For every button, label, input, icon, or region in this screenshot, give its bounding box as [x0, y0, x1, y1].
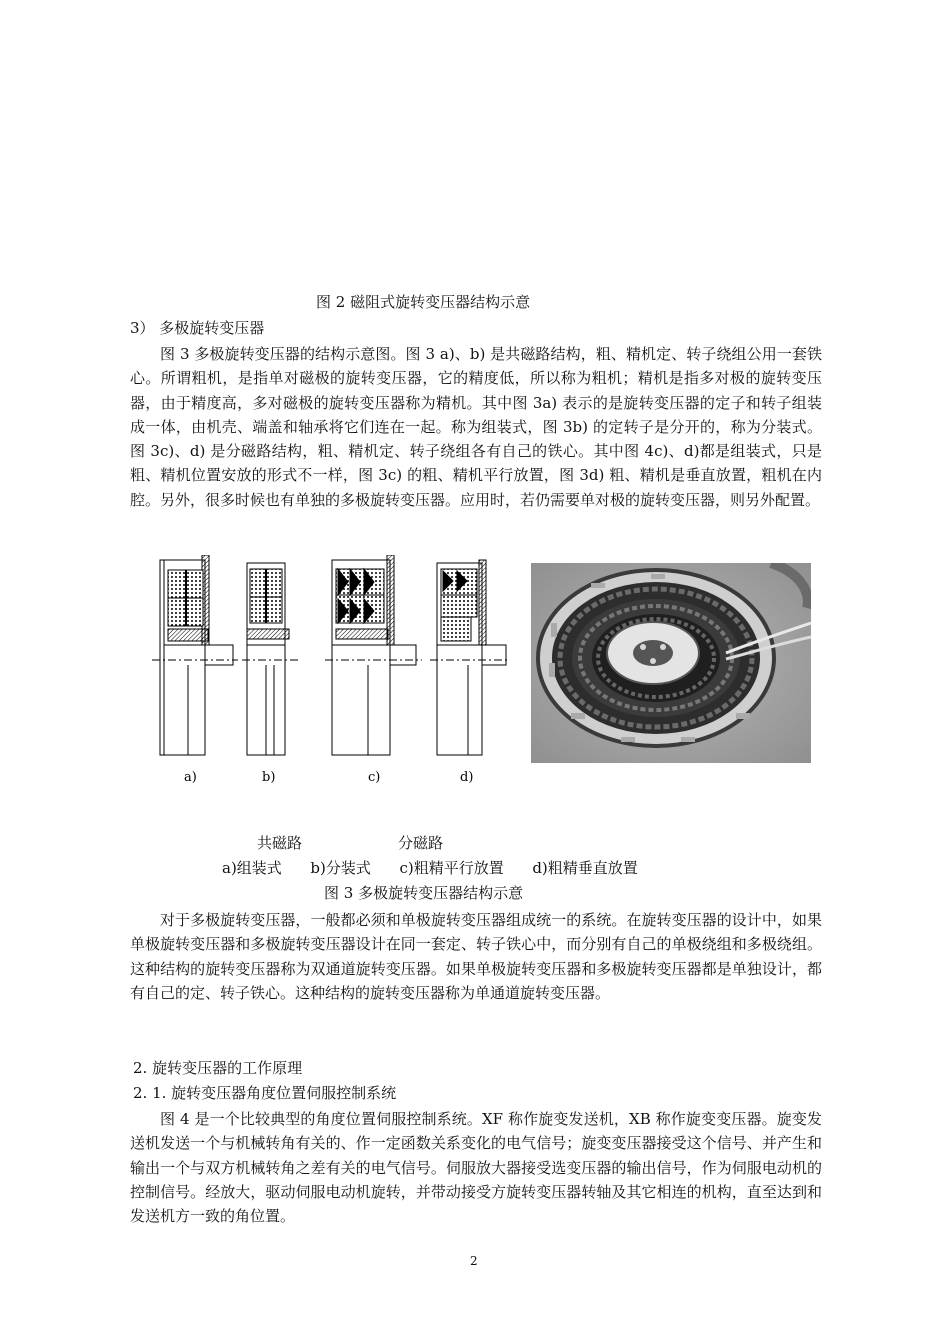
page-number: 2	[470, 1254, 478, 1268]
sub-label-a: a)	[184, 770, 197, 785]
paragraph-single-dual-channel: 对于多极旋转变压器，一般都必须和单极旋转变压器组成统一的系统。在旋转变压器的设计中，如果单极旋转变压器和多极旋转变压器设计在同一套定、转子铁心中，而分别有自己的单极绕组和多极绕组。这种结构的旋转变压器称为双通道旋转变压器。如果单极旋转变压器和多极旋转变压器都是单独设计，都有自己的定、转子铁心。这种结构的旋转变压器称为单通道旋转变压器。	[130, 911, 822, 1002]
sub-label-b: b)	[262, 770, 276, 785]
section-heading-multipole: 3） 多极旋转变压器	[130, 319, 265, 337]
subsection-heading-servo-system: 2. 1. 旋转变压器角度位置伺服控制系统	[133, 1084, 397, 1102]
drawing-c	[325, 555, 422, 755]
figure-3-group-common: 共磁路	[257, 834, 303, 852]
paragraph-servo-system: 图 4 是一个比较典型的角度位置伺服控制系统。XF 称作旋变发送机，XB 称作旋变变压器。旋变发送机发送一个与机械转角有关的、作一定函数关系变化的电气信号；旋变变压器接受这个信号、并产生和输出一个与双方机械转角之差有关的电气信号。伺服放大器接受选变压器的输出信号，作为伺服电动机的控制信号。经放大，驱动伺服电动机旋转，并带动接受方旋转变压器转轴及其它相连的机构，直至达到和发送机方一致的角位置。	[130, 1110, 822, 1226]
sub-label-c: c)	[368, 770, 381, 785]
figure-3-caption: 图 3 多极旋转变压器结构示意	[324, 884, 524, 902]
paragraph-multipole-description: 图 3 多极旋转变压器的结构示意图。图 3 a)、b) 是共磁路结构，粗、精机定、转子绕组公用一套铁心。所谓粗机，是指单对磁极的旋转变压器，它的精度低，所以称为粗机；精机是指多对极的旋转变压器，由于精度高，多对磁极的旋转变压器称为精机。其中图 3a) 表示的是旋转变压器的定子和转子组装成一体，由机壳、端盖和轴承将它们连在一起。称为组装式，图 3b) 的定转子是分开的，称为分装式。图 3c)、d) 是分磁路结构，粗、精机定、转子绕组各有自己的铁心。其中图 4c)、d)都是组装式，只是粗、精机位置安放的形式不一样，图 3c) 的粗、精机平行放置，图 3d) 粗、精机是垂直放置，粗机在内腔。另外，很多时候也有单独的多极旋转变压器。应用时，若仍需要单对极的旋转变压器，则另外配置。	[130, 345, 822, 509]
figure-3-legend: a)组装式 b)分装式 c)粗精平行放置 d)粗精垂直放置	[222, 859, 638, 877]
drawing-b	[242, 563, 298, 755]
figure-3-structure-drawings	[150, 555, 510, 790]
section-heading-working-principle: 2. 旋转变压器的工作原理	[133, 1059, 303, 1077]
drawing-d	[430, 560, 510, 755]
drawing-a	[152, 555, 238, 755]
figure-2-caption: 图 2 磁阻式旋转变压器结构示意	[316, 293, 531, 311]
resolver-photo	[531, 563, 811, 763]
figure-3-group-separate: 分磁路	[398, 834, 444, 852]
sub-label-d: d)	[460, 770, 474, 785]
